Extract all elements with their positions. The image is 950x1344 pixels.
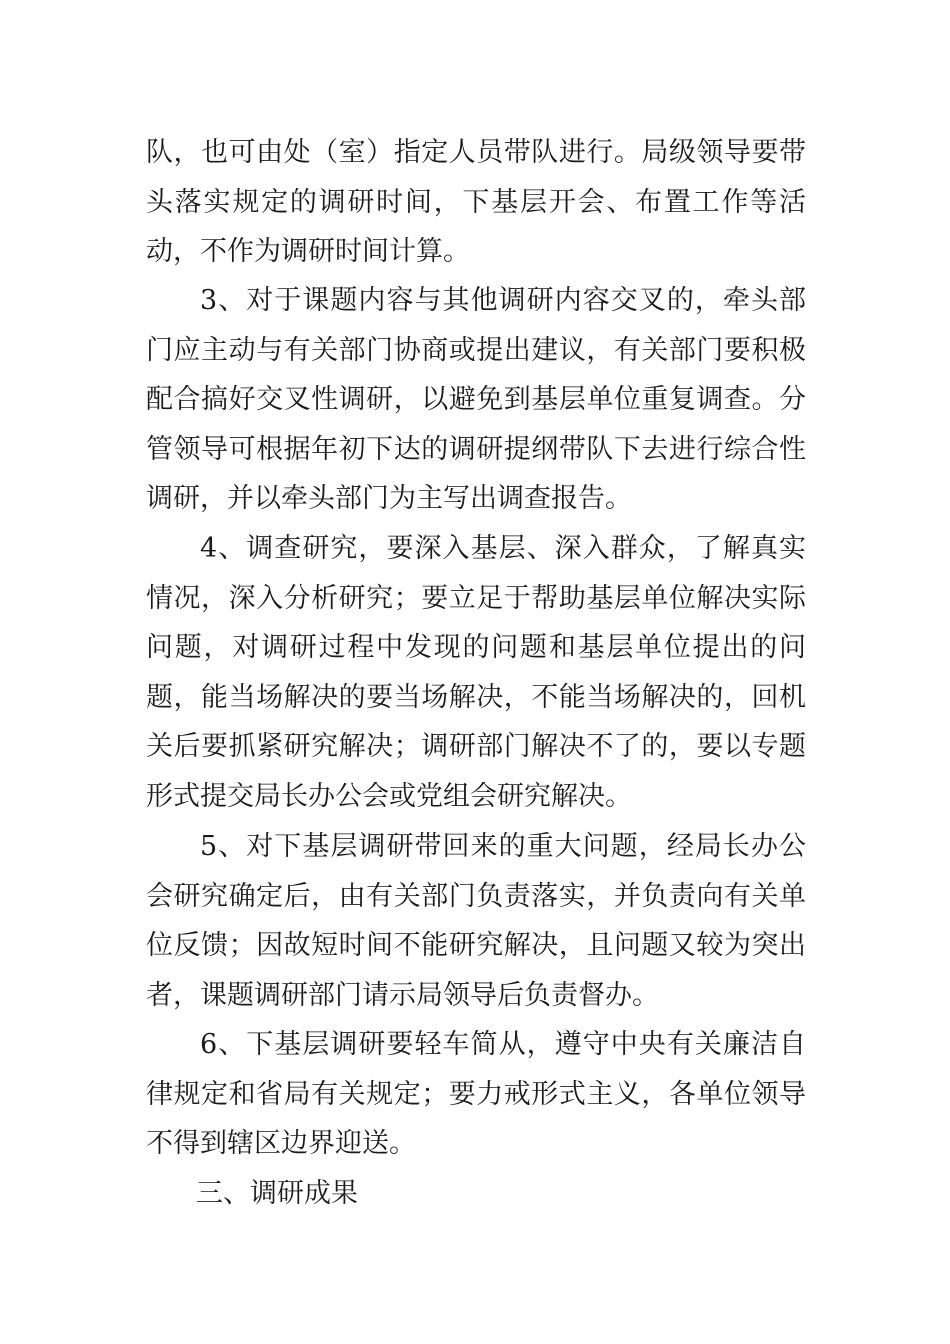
paragraph-text: 6、下基层调研要轻车简从，遵守中央有关廉洁自律规定和省局有关规定；要力戒形式主义，各单位领导不得到辖区边界迎送。 <box>146 1029 806 1160</box>
paragraph-continuation <box>146 128 806 277</box>
paragraph-item-4 <box>146 524 806 822</box>
paragraph-text: 4、调查研究，要深入基层、深入群众，了解真实情况，深入分析研究；要立足于帮助基层单位解决实际问题，对调研过程中发现的问题和基层单位提出的问题，能当场解决的要当场解决，不能当场解决的，回机关后要抓紧研究解决；调研部门解决不了的，要以专题形式提交局长办公会或党组会研究解决。 <box>146 533 806 812</box>
paragraph-text: 3、对于课题内容与其他调研内容交叉的，牵头部门应主动与有关部门协商或提出建议，有关部门要积极配合搞好交叉性调研，以避免到基层单位重复调查。分管领导可根据年初下达的调研提纲带队下去进行综合性调研，并以牵头部门为主写出调查报告。 <box>146 285 806 515</box>
section-heading: 三、调研成果 <box>196 1178 358 1209</box>
paragraph-item-5 <box>146 822 806 1020</box>
paragraph-item-6 <box>146 1020 806 1169</box>
paragraph-item-3 <box>146 276 806 524</box>
paragraph-text: 5、对下基层调研带回来的重大问题，经局长办公会研究确定后，由有关部门负责落实，并负责向有关单位反馈；因故短时间不能研究解决，且问题又较为突出者，课题调研部门请示局领导后负责督办。 <box>146 831 806 1011</box>
paragraph-text: 队，也可由处（室）指定人员带队进行。局级领导要带头落实规定的调研时间，下基层开会、布置工作等活动，不作为调研时间计算。 <box>146 137 806 268</box>
